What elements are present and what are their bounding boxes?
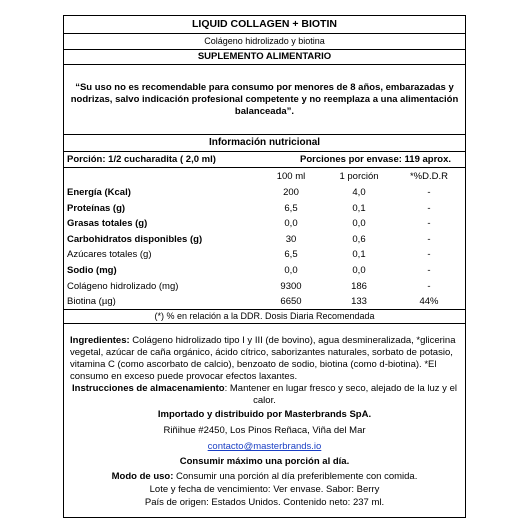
value-ddr: - — [427, 218, 431, 230]
value-ddr: - — [427, 233, 431, 245]
value-ddr: - — [427, 265, 431, 276]
ingredients — [70, 335, 459, 383]
product-subtitle: Colágeno hidrolizado y biotina — [64, 34, 465, 50]
nutrient-name: Energía (Kcal) — [67, 187, 131, 198]
ingredients-text: Colágeno hidrolizado tipo I y III (de bovino), agua desmineralizada, *glicerina vegetal, azúcar de caña orgánico, ácido cítrico, saborizantes naturales, sorbato de potasio, vitamina C (como ascorbato de calcio), benzoato de sodio, biotina (como d-biotina). *El consumo en exceso puede provocar efectos laxantes. — [70, 335, 456, 382]
origin-info: País de origen: Estados Unidos. Contenido neto: 237 ml. — [144, 497, 385, 508]
value-ddr: - — [427, 249, 431, 261]
value-100ml: 200 — [283, 187, 299, 198]
nutrient-name: Azúcares totales (g) — [67, 249, 152, 261]
value-100ml: 9300 — [280, 280, 302, 292]
usage-mode — [70, 471, 459, 483]
header-100ml: 100 ml — [276, 171, 306, 182]
nutrition-table — [64, 168, 465, 310]
table-row — [64, 185, 465, 201]
value-portion: 0,1 — [352, 249, 366, 261]
value-ddr: - — [427, 280, 431, 292]
importer: Importado y distribuido por Masterbrands SpA. — [157, 409, 372, 420]
table-header — [64, 169, 465, 185]
value-portion: 0,0 — [352, 265, 366, 276]
value-100ml: 0,0 — [284, 218, 298, 230]
value-portion: 0,1 — [352, 202, 366, 214]
portion-row — [64, 152, 465, 168]
storage-text: : Mantener en lugar fresco y seco, alejado de la luz y el calor. — [224, 383, 457, 406]
nutrient-name: Proteínas (g) — [67, 202, 126, 214]
address: Riñihue #2450, Los Pinos Reñaca, Viña del Mar — [163, 425, 366, 436]
portions-per-container: Porciones por envase: 119 aprox. — [300, 154, 452, 165]
header-ddr: *%D.D.R — [409, 171, 448, 182]
value-portion: 133 — [351, 296, 367, 308]
table-row — [64, 263, 465, 279]
value-ddr: - — [427, 187, 431, 198]
value-100ml: 6650 — [280, 296, 302, 308]
value-portion: 0,6 — [352, 233, 366, 245]
value-100ml: 30 — [285, 233, 297, 245]
nutrition-info-title: Información nutricional — [64, 135, 465, 152]
lot-info: Lote y fecha de vencimiento: Ver envase. Sabor: Berry — [149, 484, 380, 495]
nutrient-name: Sodio (mg) — [67, 265, 117, 276]
nutrient-name: Biotina (µg) — [67, 296, 116, 308]
consume-note: Consumir máximo una porción al día. — [179, 456, 350, 467]
portion-size: Porción: 1/2 cucharadita ( 2,0 ml) — [67, 154, 216, 165]
table-row — [64, 294, 465, 310]
value-100ml: 0,0 — [284, 265, 298, 276]
usage-text: Consumir una porción al día preferiblemente con comida. — [173, 471, 418, 482]
warning-text: “Su uso no es recomendable para consumo por menores de 8 años, embarazadas y nodrizas, salvo indicación profesional competente y no reemplaza a una alimentación balanceada”. — [64, 65, 465, 135]
table-row — [64, 279, 465, 295]
value-100ml: 6,5 — [284, 202, 298, 214]
table-row — [64, 216, 465, 232]
ingredients-label: Ingredientes: — [70, 335, 130, 346]
nutrient-name: Grasas totales (g) — [67, 218, 148, 230]
table-row — [64, 232, 465, 248]
value-ddr: 44% — [419, 296, 439, 308]
value-portion: 4,0 — [352, 187, 366, 198]
storage-label: Instrucciones de almacenamiento — [72, 383, 225, 394]
nutrition-label — [63, 15, 466, 518]
storage-instructions — [70, 383, 459, 407]
nutrient-name: Carbohidratos disponibles (g) — [67, 233, 203, 245]
label-body — [70, 335, 459, 509]
value-100ml: 6,5 — [284, 249, 298, 261]
product-title: LIQUID COLLAGEN + BIOTIN — [64, 16, 465, 34]
table-row — [64, 201, 465, 217]
usage-label: Modo de uso: — [111, 471, 174, 482]
value-portion: 186 — [351, 280, 367, 292]
supplement-heading: SUPLEMENTO ALIMENTARIO — [64, 50, 465, 65]
value-ddr: - — [427, 202, 431, 214]
value-portion: 0,0 — [352, 218, 366, 230]
header-portion: 1 porción — [339, 171, 379, 182]
footnote: (*) % en relación a la DDR. Dosis Diaria Recomendada — [64, 310, 465, 324]
nutrient-name: Colágeno hidrolizado (mg) — [67, 280, 179, 292]
table-row — [64, 247, 465, 263]
email-link[interactable]: contacto@masterbrands.io — [207, 441, 322, 452]
